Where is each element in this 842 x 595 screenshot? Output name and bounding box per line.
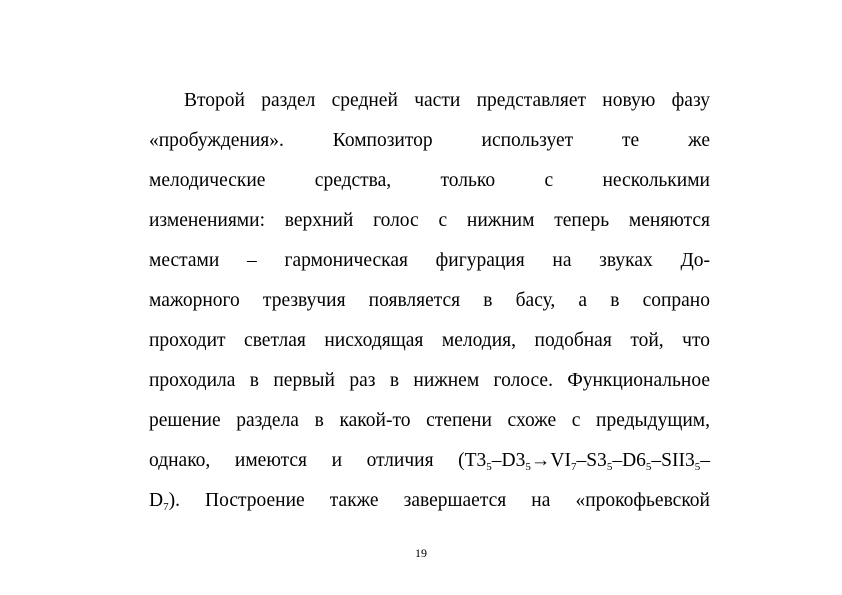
harmony-chord: →VI — [530, 450, 571, 471]
harmony-subscript: 5 — [694, 461, 701, 473]
final-rest: ). Построение также завершается на «прокофьевской — [168, 490, 710, 511]
text-line-3: мелодические средства, только с несколькими — [149, 170, 710, 191]
text-line-harmony — [149, 444, 710, 484]
harmony-subscript: 5 — [486, 461, 492, 473]
text-line-7: проходит светлая нисходящая мелодия, подобная той, что — [149, 330, 710, 351]
harmony-chord: –D3 — [491, 450, 526, 471]
text-line-final — [149, 484, 710, 524]
harmony-chord: –S3 — [576, 450, 607, 471]
text-line-6: мажорного трезвучия появляется в басу, а в сопрано — [149, 290, 710, 311]
harmony-prefix: однако, имеются и отличия (Т3 — [149, 450, 487, 471]
text-line-9: решение раздела в какой-то степени схоже с предыдущим, — [149, 410, 710, 431]
text-line-2: «пробуждения». Композитор использует те же — [149, 130, 710, 151]
text-line-8: проходила в первый раз в нижнем голосе. Функциональное — [149, 370, 710, 391]
text-line-1: Второй раздел средней части представляет новую фазу — [184, 90, 710, 111]
harmony-chord: – — [700, 450, 710, 471]
paragraph — [149, 84, 710, 524]
harmony-subscript: 5 — [645, 461, 652, 473]
final-prefix: D — [149, 490, 164, 511]
harmony-subscript: 5 — [606, 461, 613, 473]
final-subscript: 7 — [163, 501, 169, 513]
harmony-chord: –SII3 — [651, 450, 695, 471]
harmony-subscript: 5 — [525, 461, 531, 473]
page-number: 19 — [415, 546, 427, 560]
text-line-5: местами – гармоническая фигурация на звуках До- — [149, 250, 710, 271]
text-line-4: изменениями: верхний голос с нижним теперь меняются — [149, 210, 710, 231]
harmony-subscript: 7 — [570, 461, 577, 473]
harmony-chord: –D6 — [612, 450, 646, 471]
